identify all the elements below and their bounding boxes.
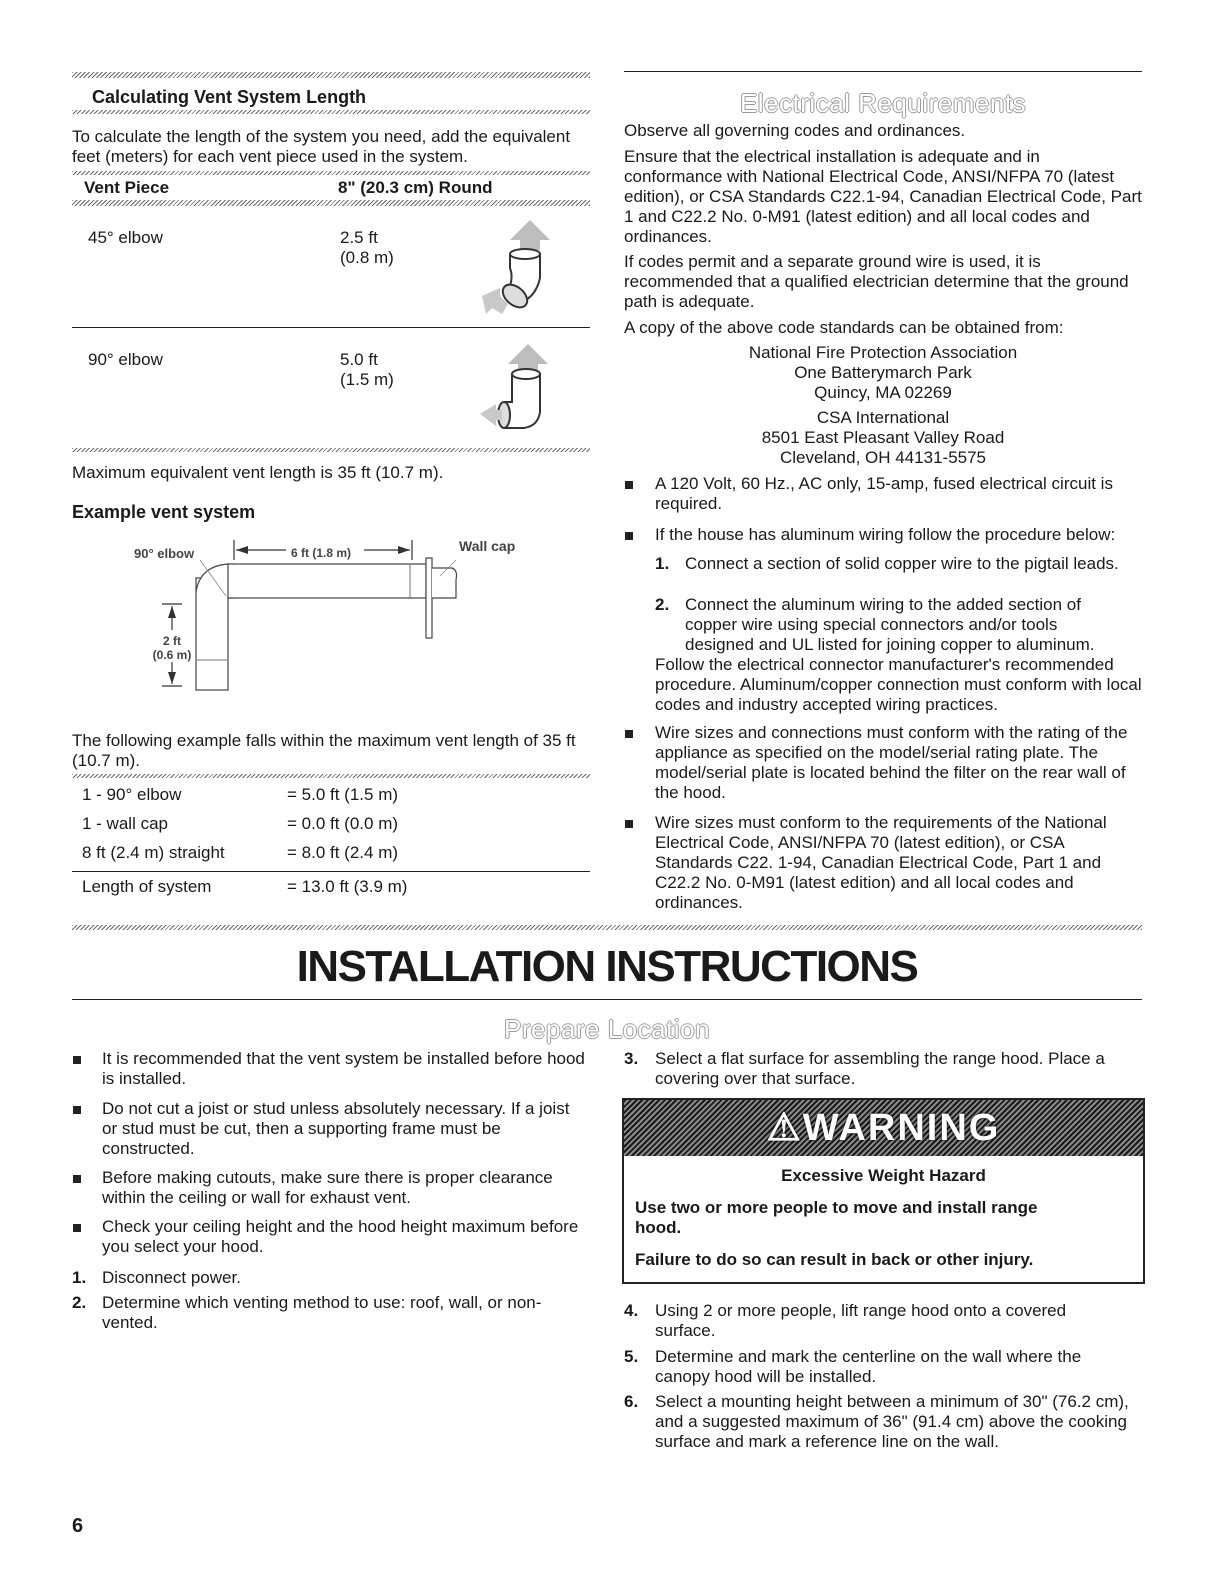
electrical-p2: Ensure that the electrical installation is adequate and in conformance with National Electrical Code, ANSI/NFPA 70 (latest edition), or CSA Standards C22.1-94, Canadian Electrical Code, Part 1 and C22.2 No. 0-M91 (latest edition) and all local codes and ordinances. xyxy=(624,147,1142,246)
bullet-icon xyxy=(73,1224,81,1232)
calc-row-item: 8 ft (2.4 m) straight xyxy=(82,843,225,862)
warning-line-2: Failure to do so can result in back or other injury. xyxy=(635,1250,1034,1269)
calc-row-value: = 0.0 ft (0.0 m) xyxy=(287,814,399,833)
piece-ft: 2.5 ft xyxy=(340,228,378,247)
bullet-icon xyxy=(625,730,633,738)
diagram-length-label: 6 ft (1.8 m) xyxy=(291,546,352,560)
prepare-bullet: Do not cut a joist or stud unless absolutely necessary. If a joist or stud must be cut, then a supporting frame must be constructed. xyxy=(102,1099,570,1158)
calc-total-item: Length of system xyxy=(82,877,212,896)
example-text: The following example falls within the maximum vent length of 35 ft (10.7 m). xyxy=(72,731,576,770)
prepare-bullet: Before making cutouts, make sure there is proper clearance within the ceiling or wall for exhaust vent. xyxy=(102,1168,553,1207)
step-number: 5. xyxy=(624,1347,639,1366)
row-divider xyxy=(72,327,590,328)
aluminum-follow-note: Follow the electrical connector manufacturer's recommended procedure. Aluminum/copper connection must conform with local codes and industry accepted wiring practices. xyxy=(655,655,1142,714)
bullet-icon xyxy=(625,820,633,828)
electrical-heading: Electrical Requirements xyxy=(739,88,1027,118)
calc-total-value: = 13.0 ft (3.9 m) xyxy=(287,877,408,896)
bullet-icon xyxy=(73,1056,81,1064)
address-line: One Batterymarch Park xyxy=(794,363,972,382)
section-hatch-rule xyxy=(72,72,590,78)
install-hatch-rule xyxy=(72,925,1142,930)
prepare-bullet: Check your ceiling height and the hood height maximum before you select your hood. xyxy=(102,1217,579,1256)
warning-title: WARNING xyxy=(802,1107,1001,1149)
electrical-p4: A copy of the above code standards can be obtained from: xyxy=(624,318,1064,337)
table-top-rule xyxy=(72,171,590,175)
address-line: Quincy, MA 02269 xyxy=(814,383,952,402)
step-number: 3. xyxy=(624,1049,639,1068)
calc-row-value: = 5.0 ft (1.5 m) xyxy=(287,785,399,804)
heading-hatch-rule xyxy=(72,110,590,114)
address-line: Cleveland, OH 44131-5575 xyxy=(779,448,987,467)
bullet-icon xyxy=(625,481,633,489)
prepare-location-heading: Prepare Location xyxy=(503,1014,711,1044)
warning-line-1: Use two or more people to move and install range hood. xyxy=(635,1198,1038,1237)
install-rule xyxy=(72,999,1142,1000)
bullet-icon xyxy=(73,1106,81,1114)
page-title: INSTALLATION INSTRUCTIONS xyxy=(296,942,918,991)
install-step-2: Determine which venting method to use: roof, wall, or non-vented. xyxy=(102,1293,542,1332)
warning-box xyxy=(622,1098,1145,1284)
address-line: National Fire Protection Association xyxy=(748,343,1018,362)
drop-ft-label: 2 ft xyxy=(163,634,181,648)
calc-total-rule xyxy=(72,871,590,872)
calc-row-item: 1 - wall cap xyxy=(82,814,168,833)
nfpa-address xyxy=(624,343,1142,403)
table-row xyxy=(88,228,163,248)
table-row xyxy=(88,350,163,370)
install-step-1: Disconnect power. xyxy=(102,1268,241,1287)
calc-row-item: 1 - 90° elbow xyxy=(82,785,182,804)
diagram-drop-label xyxy=(140,634,204,662)
install-step-6: Select a mounting height between a minimum of 30" (76.2 cm), and a suggested maximum of 36" (91.4 cm) above the cooking surface and mark a reference line on the wall. xyxy=(655,1392,1129,1451)
piece-ft: 5.0 ft xyxy=(340,350,378,369)
example-heading: Example vent system xyxy=(72,502,256,522)
vent-length-heading: Calculating Vent System Length xyxy=(92,87,367,107)
electrical-bullet-3: Wire sizes and connections must conform with the rating of the appliance as specified on the model/serial rating plate. The model/serial plate is located behind the filter on the rear wall of the hood. xyxy=(655,723,1128,802)
bullet-icon xyxy=(625,532,633,540)
table-header-piece: Vent Piece xyxy=(84,178,170,197)
install-step-5: Determine and mark the centerline on the wall where the canopy hood will be installed. xyxy=(655,1347,1082,1386)
warning-hazard: Excessive Weight Hazard xyxy=(781,1166,986,1185)
elbow-90-icon xyxy=(478,342,558,442)
piece-m: (1.5 m) xyxy=(340,370,394,389)
warning-symbol-icon: ⚠ xyxy=(766,1107,803,1149)
piece-m: (0.8 m) xyxy=(340,248,394,267)
install-step-3: Select a flat surface for assembling the range hood. Place a covering over that surface. xyxy=(655,1049,1105,1088)
aluminum-step-1: Connect a section of solid copper wire to the pigtail leads. xyxy=(685,554,1119,573)
electrical-p1: Observe all governing codes and ordinances. xyxy=(624,121,966,140)
csa-address xyxy=(624,408,1142,468)
bullet-icon xyxy=(73,1175,81,1183)
vent-length-intro: To calculate the length of the system you need, add the equivalent feet (meters) for each vent piece used in the system. xyxy=(72,127,571,166)
aluminum-step-2: Connect the aluminum wiring to the added section of copper wire using special connectors and/or tools designed and UL listed for joining copper to aluminum. xyxy=(685,595,1095,654)
piece-name: 45° elbow xyxy=(88,228,163,247)
max-length-note: Maximum equivalent vent length is 35 ft (10.7 m). xyxy=(72,463,444,482)
piece-name: 90° elbow xyxy=(88,350,163,369)
step-number: 4. xyxy=(624,1301,639,1320)
table-header-rule xyxy=(72,200,590,206)
table-bottom-rule xyxy=(72,448,590,452)
elbow-45-icon xyxy=(478,218,558,318)
warning-banner xyxy=(624,1100,1143,1156)
address-line: CSA International xyxy=(816,408,950,427)
calc-top-rule xyxy=(72,774,590,778)
electrical-bullet-1: A 120 Volt, 60 Hz., AC only, 15-amp, fused electrical circuit is required. xyxy=(655,474,1113,513)
calc-row-value: = 8.0 ft (2.4 m) xyxy=(287,843,399,862)
electrical-bullet-2: If the house has aluminum wiring follow the procedure below: xyxy=(655,525,1116,544)
prepare-bullet: It is recommended that the vent system be installed before hood is installed. xyxy=(102,1049,585,1088)
electrical-p3: If codes permit and a separate ground wire is used, it is recommended that a qualified electrician determine that the ground path is adequate. xyxy=(624,252,1129,311)
drop-m-label: (0.6 m) xyxy=(152,648,192,662)
page-number: 6 xyxy=(72,1515,84,1537)
step-number: 2. xyxy=(72,1293,87,1312)
step-number: 2. xyxy=(655,595,670,614)
step-number: 1. xyxy=(72,1268,87,1287)
table-header-round: 8" (20.3 cm) Round xyxy=(338,178,493,197)
electrical-bullet-4: Wire sizes must conform to the requirements of the National Electrical Code, ANSI/NFPA 70 (latest edition), or CSA Standards C22. 1-94, Canadian Electrical Code, Part 1 and C22.2 No. 0-M91 (latest edition) and all local codes and ordinances. xyxy=(655,813,1107,912)
address-line: 8501 East Pleasant Valley Road xyxy=(761,428,1005,447)
step-number: 1. xyxy=(655,554,670,573)
diagram-wallcap-label: Wall cap xyxy=(459,538,516,554)
step-number: 6. xyxy=(624,1392,639,1411)
electrical-top-rule xyxy=(624,71,1142,72)
diagram-elbow-label: 90° elbow xyxy=(134,546,195,561)
install-step-4: Using 2 or more people, lift range hood onto a covered surface. xyxy=(655,1301,1067,1340)
